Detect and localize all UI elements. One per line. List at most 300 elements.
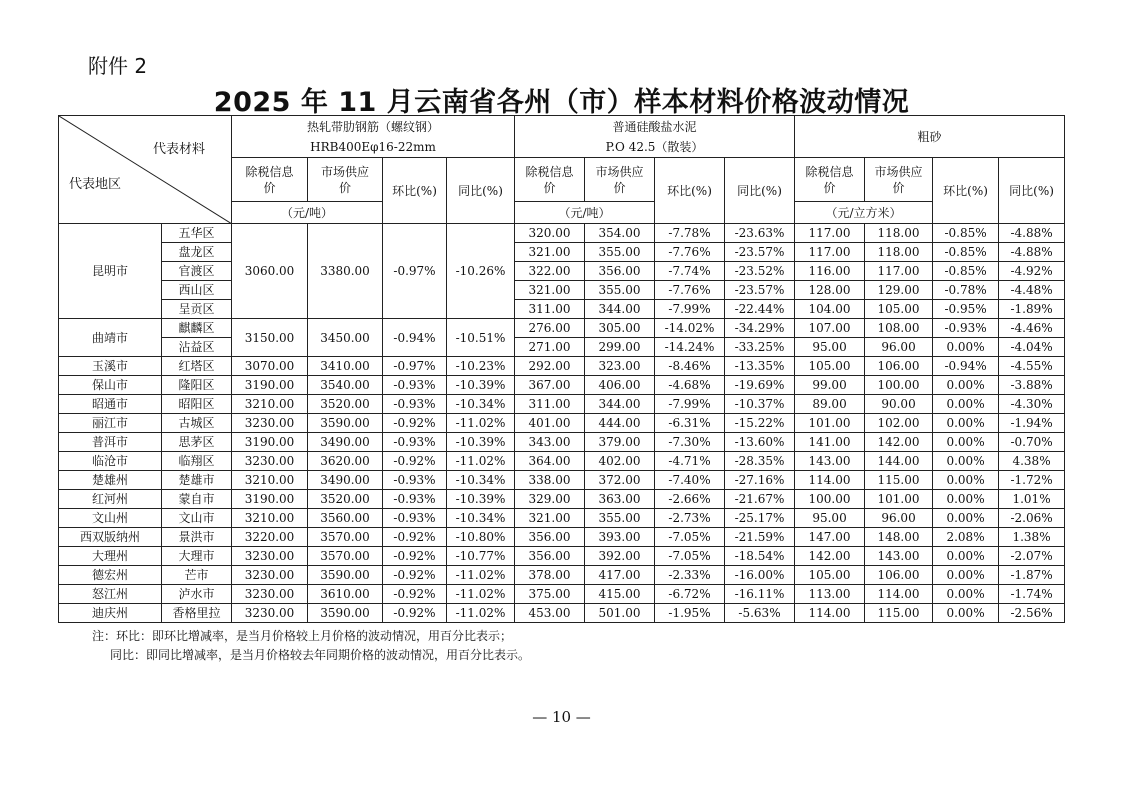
cement-yoy-cell: -10.37% [725,395,795,414]
cement-info-price-header: 除税信息价 [515,158,585,202]
steel-info-price-cell: 3210.00 [232,509,308,528]
steel-market-price-cell: 3380.00 [308,224,383,319]
steel-yoy-cell: -10.34% [447,509,515,528]
steel-yoy-cell: -10.39% [447,433,515,452]
sand-yoy-cell: 4.38% [999,452,1065,471]
city-cell: 大理州 [59,547,162,566]
cement-market-price-cell: 355.00 [585,281,655,300]
steel-market-price-cell: 3590.00 [308,604,383,623]
cement-info-price-cell: 292.00 [515,357,585,376]
steel-mom-cell: -0.93% [383,509,447,528]
cement-mom-header: 环比(%) [655,158,725,224]
cement-yoy-cell: -33.25% [725,338,795,357]
sand-yoy-header: 同比(%) [999,158,1065,224]
cement-mom-cell: -14.02% [655,319,725,338]
cement-market-price-cell: 372.00 [585,471,655,490]
city-cell: 丽江市 [59,414,162,433]
cement-market-price-cell: 363.00 [585,490,655,509]
cement-market-price-cell: 417.00 [585,566,655,585]
table-row [59,490,1065,509]
sand-yoy-cell: -1.74% [999,585,1065,604]
sand-market-price-cell: 108.00 [865,319,933,338]
steel-yoy-cell: -11.02% [447,585,515,604]
cement-market-price-cell: 344.00 [585,300,655,319]
sand-yoy-cell: -4.46% [999,319,1065,338]
district-cell: 楚雄市 [162,471,232,490]
corner-material-label: 代表材料 [152,142,205,157]
steel-info-price-cell: 3190.00 [232,490,308,509]
sand-info-price-cell: 143.00 [795,452,865,471]
cement-market-price-cell: 305.00 [585,319,655,338]
cement-info-price-cell: 322.00 [515,262,585,281]
cement-yoy-cell: -18.54% [725,547,795,566]
sand-market-price-cell: 100.00 [865,376,933,395]
cement-yoy-cell: -13.60% [725,433,795,452]
cement-mom-cell: -4.71% [655,452,725,471]
sand-mom-cell: 0.00% [933,509,999,528]
district-cell: 大理市 [162,547,232,566]
steel-mom-cell: -0.97% [383,357,447,376]
sand-mom-cell: 0.00% [933,414,999,433]
cement-mom-cell: -6.31% [655,414,725,433]
city-cell: 怒江州 [59,585,162,604]
page-number: — 10 — [532,708,591,726]
cement-yoy-cell: -23.57% [725,243,795,262]
district-cell: 文山市 [162,509,232,528]
cement-info-price-cell: 276.00 [515,319,585,338]
sand-yoy-cell: -2.07% [999,547,1065,566]
steel-info-price-cell: 3230.00 [232,566,308,585]
steel-yoy-cell: -10.34% [447,471,515,490]
cement-info-price-cell: 453.00 [515,604,585,623]
district-cell: 呈贡区 [162,300,232,319]
cement-yoy-cell: -21.59% [725,528,795,547]
table-row [59,585,1065,604]
city-cell: 文山州 [59,509,162,528]
steel-mom-cell: -0.97% [383,224,447,319]
steel-yoy-cell: -10.39% [447,376,515,395]
sand-market-price-cell: 148.00 [865,528,933,547]
cement-mom-cell: -7.76% [655,281,725,300]
table-row [59,452,1065,471]
sand-market-price-header: 市场供应价 [865,158,933,202]
cement-info-price-cell: 343.00 [515,433,585,452]
steel-yoy-cell: -11.02% [447,566,515,585]
sand-market-price-cell: 114.00 [865,585,933,604]
district-cell: 沾益区 [162,338,232,357]
steel-market-price-cell: 3520.00 [308,490,383,509]
sand-mom-cell: -0.85% [933,224,999,243]
table-row [59,319,1065,338]
cement-market-price-cell: 392.00 [585,547,655,566]
steel-market-price-cell: 3570.00 [308,547,383,566]
city-cell: 昭通市 [59,395,162,414]
sand-info-price-cell: 147.00 [795,528,865,547]
city-cell: 昆明市 [59,224,162,319]
sand-info-price-cell: 128.00 [795,281,865,300]
city-cell: 曲靖市 [59,319,162,357]
cement-yoy-cell: -27.16% [725,471,795,490]
sand-market-price-cell: 118.00 [865,243,933,262]
cement-mom-cell: -7.05% [655,547,725,566]
cement-name-header: 普通硅酸盐水泥 [515,116,795,138]
steel-info-price-cell: 3070.00 [232,357,308,376]
city-cell: 普洱市 [59,433,162,452]
table-row [59,262,1065,281]
sand-info-price-cell: 95.00 [795,338,865,357]
steel-mom-header: 环比(%) [383,158,447,224]
steel-yoy-cell: -11.02% [447,414,515,433]
steel-info-price-cell: 3210.00 [232,471,308,490]
steel-mom-cell: -0.93% [383,395,447,414]
sand-info-price-header: 除税信息价 [795,158,865,202]
cement-market-price-cell: 415.00 [585,585,655,604]
steel-info-price-cell: 3230.00 [232,547,308,566]
steel-info-price-cell: 3190.00 [232,433,308,452]
sand-info-price-cell: 114.00 [795,471,865,490]
sand-yoy-cell: -4.48% [999,281,1065,300]
sand-market-price-cell: 96.00 [865,509,933,528]
cement-info-price-cell: 321.00 [515,243,585,262]
steel-info-price-cell: 3230.00 [232,585,308,604]
steel-info-price-cell: 3230.00 [232,604,308,623]
sand-market-price-cell: 144.00 [865,452,933,471]
cement-market-price-cell: 354.00 [585,224,655,243]
steel-market-price-cell: 3610.00 [308,585,383,604]
sand-market-price-cell: 142.00 [865,433,933,452]
cement-mom-cell: -1.95% [655,604,725,623]
steel-market-price-cell: 3490.00 [308,433,383,452]
sand-market-price-cell: 105.00 [865,300,933,319]
cement-info-price-cell: 338.00 [515,471,585,490]
steel-info-price-cell: 3230.00 [232,452,308,471]
steel-mom-cell: -0.93% [383,433,447,452]
steel-mom-cell: -0.92% [383,528,447,547]
sand-info-price-cell: 105.00 [795,566,865,585]
sand-yoy-cell: -3.88% [999,376,1065,395]
sand-name-header: 粗砂 [795,116,1065,158]
cement-yoy-cell: -22.44% [725,300,795,319]
city-cell: 德宏州 [59,566,162,585]
city-cell: 红河州 [59,490,162,509]
cement-mom-cell: -7.99% [655,300,725,319]
steel-name-header: 热轧带肋钢筋（螺纹钢） [232,116,515,138]
cement-yoy-cell: -13.35% [725,357,795,376]
sand-mom-cell: 0.00% [933,585,999,604]
cement-mom-cell: -7.78% [655,224,725,243]
cement-info-price-cell: 329.00 [515,490,585,509]
cement-info-price-cell: 271.00 [515,338,585,357]
sand-market-price-cell: 129.00 [865,281,933,300]
cement-mom-cell: -2.66% [655,490,725,509]
sand-yoy-cell: -0.70% [999,433,1065,452]
steel-spec-header: HRB400Eφ16-22mm [232,138,515,158]
steel-market-price-cell: 3570.00 [308,528,383,547]
cement-info-price-cell: 321.00 [515,509,585,528]
district-cell: 五华区 [162,224,232,243]
cement-market-price-cell: 356.00 [585,262,655,281]
table-row [59,604,1065,623]
steel-info-price-cell: 3210.00 [232,395,308,414]
steel-info-price-cell: 3060.00 [232,224,308,319]
district-cell: 红塔区 [162,357,232,376]
cement-info-price-cell: 367.00 [515,376,585,395]
page-title: 2025 年 11 月云南省各州（市）样本材料价格波动情况 [213,87,910,118]
cement-market-price-cell: 501.00 [585,604,655,623]
sand-info-price-cell: 117.00 [795,224,865,243]
cement-yoy-cell: -5.63% [725,604,795,623]
sand-info-price-cell: 113.00 [795,585,865,604]
district-cell: 芒市 [162,566,232,585]
steel-info-price-cell: 3230.00 [232,414,308,433]
steel-market-price-cell: 3520.00 [308,395,383,414]
district-cell: 景洪市 [162,528,232,547]
sand-market-price-cell: 106.00 [865,566,933,585]
cement-yoy-cell: -21.67% [725,490,795,509]
cement-market-price-cell: 299.00 [585,338,655,357]
steel-info-price-cell: 3220.00 [232,528,308,547]
sand-mom-cell: 0.00% [933,433,999,452]
sand-mom-cell: 0.00% [933,338,999,357]
steel-market-price-cell: 3590.00 [308,566,383,585]
steel-mom-cell: -0.92% [383,414,447,433]
steel-market-price-header: 市场供应价 [308,158,383,202]
sand-info-price-cell: 105.00 [795,357,865,376]
sand-info-price-cell: 99.00 [795,376,865,395]
table-row [59,376,1065,395]
sand-yoy-cell: -4.55% [999,357,1065,376]
cement-market-price-cell: 444.00 [585,414,655,433]
sand-yoy-cell: -4.30% [999,395,1065,414]
cement-yoy-cell: -19.69% [725,376,795,395]
cement-market-price-cell: 402.00 [585,452,655,471]
district-cell: 官渡区 [162,262,232,281]
cement-spec-header: P.O 42.5（散装） [515,138,795,158]
steel-mom-cell: -0.93% [383,471,447,490]
steel-market-price-cell: 3490.00 [308,471,383,490]
cement-yoy-cell: -16.00% [725,566,795,585]
sand-info-price-cell: 142.00 [795,547,865,566]
sand-market-price-cell: 96.00 [865,338,933,357]
sand-info-price-cell: 114.00 [795,604,865,623]
steel-yoy-cell: -10.34% [447,395,515,414]
sand-market-price-cell: 102.00 [865,414,933,433]
sand-yoy-cell: -4.92% [999,262,1065,281]
cement-info-price-cell: 321.00 [515,281,585,300]
steel-info-price-header: 除税信息价 [232,158,308,202]
cement-yoy-cell: -23.57% [725,281,795,300]
steel-info-price-cell: 3190.00 [232,376,308,395]
sand-market-price-cell: 115.00 [865,604,933,623]
sand-market-price-cell: 117.00 [865,262,933,281]
cement-info-price-cell: 311.00 [515,300,585,319]
cement-yoy-cell: -23.63% [725,224,795,243]
cement-info-price-cell: 364.00 [515,452,585,471]
steel-yoy-cell: -10.80% [447,528,515,547]
district-cell: 昭阳区 [162,395,232,414]
sand-info-price-cell: 100.00 [795,490,865,509]
sand-yoy-cell: 1.01% [999,490,1065,509]
sand-market-price-cell: 101.00 [865,490,933,509]
steel-yoy-cell: -11.02% [447,604,515,623]
cement-yoy-cell: -15.22% [725,414,795,433]
steel-yoy-cell: -10.23% [447,357,515,376]
sand-info-price-cell: 89.00 [795,395,865,414]
sand-yoy-cell: -4.88% [999,224,1065,243]
table-row [59,281,1065,300]
cement-mom-cell: -7.74% [655,262,725,281]
sand-yoy-cell: -2.06% [999,509,1065,528]
sand-info-price-cell: 107.00 [795,319,865,338]
steel-market-price-cell: 3620.00 [308,452,383,471]
table-row [59,528,1065,547]
cement-info-price-cell: 378.00 [515,566,585,585]
sand-yoy-cell: -4.88% [999,243,1065,262]
cement-yoy-cell: -28.35% [725,452,795,471]
sand-info-price-cell: 101.00 [795,414,865,433]
city-cell: 楚雄州 [59,471,162,490]
cement-yoy-header: 同比(%) [725,158,795,224]
table-row [59,338,1065,357]
table-row [59,547,1065,566]
district-cell: 思茅区 [162,433,232,452]
steel-yoy-cell: -10.51% [447,319,515,357]
header-corner-cell [59,116,232,224]
steel-market-price-cell: 3590.00 [308,414,383,433]
sand-mom-cell: 0.00% [933,471,999,490]
sand-info-price-cell: 116.00 [795,262,865,281]
city-cell: 玉溪市 [59,357,162,376]
cement-mom-cell: -7.40% [655,471,725,490]
steel-market-price-cell: 3540.00 [308,376,383,395]
sand-market-price-cell: 118.00 [865,224,933,243]
sand-mom-cell: 2.08% [933,528,999,547]
cement-mom-cell: -6.72% [655,585,725,604]
district-cell: 古城区 [162,414,232,433]
table-row [59,509,1065,528]
steel-mom-cell: -0.92% [383,566,447,585]
cement-info-price-cell: 356.00 [515,528,585,547]
sand-yoy-cell: -1.87% [999,566,1065,585]
cement-mom-cell: -7.99% [655,395,725,414]
sand-market-price-cell: 143.00 [865,547,933,566]
steel-yoy-cell: -10.39% [447,490,515,509]
sand-unit-header: （元/立方米） [795,202,933,224]
district-cell: 蒙自市 [162,490,232,509]
cement-info-price-cell: 401.00 [515,414,585,433]
district-cell: 泸水市 [162,585,232,604]
cement-info-price-cell: 375.00 [515,585,585,604]
cement-market-price-cell: 406.00 [585,376,655,395]
sand-yoy-cell: -1.94% [999,414,1065,433]
cement-yoy-cell: -34.29% [725,319,795,338]
sand-mom-cell: -0.94% [933,357,999,376]
steel-yoy-cell: -10.77% [447,547,515,566]
sand-mom-cell: -0.85% [933,243,999,262]
table-row [59,395,1065,414]
cement-market-price-cell: 393.00 [585,528,655,547]
cement-mom-cell: -7.76% [655,243,725,262]
sand-mom-cell: 0.00% [933,452,999,471]
table-row [59,357,1065,376]
cement-yoy-cell: -25.17% [725,509,795,528]
cement-mom-cell: -7.05% [655,528,725,547]
cement-yoy-cell: -16.11% [725,585,795,604]
cement-market-price-header: 市场供应价 [585,158,655,202]
cement-info-price-cell: 311.00 [515,395,585,414]
steel-market-price-cell: 3410.00 [308,357,383,376]
district-cell: 香格里拉 [162,604,232,623]
note-mom: 注：环比：即环比增减率，是当月价格较上月价格的波动情况，用百分比表示； [92,629,513,643]
table-row [59,471,1065,490]
sand-mom-cell: -0.78% [933,281,999,300]
sand-info-price-cell: 117.00 [795,243,865,262]
cement-info-price-cell: 356.00 [515,547,585,566]
sand-yoy-cell: -1.72% [999,471,1065,490]
sand-info-price-cell: 104.00 [795,300,865,319]
steel-mom-cell: -0.92% [383,604,447,623]
cement-unit-header: （元/吨） [515,202,655,224]
sand-mom-cell: -0.95% [933,300,999,319]
price-table [58,115,1065,623]
corner-region-label: 代表地区 [69,177,122,192]
sand-market-price-cell: 90.00 [865,395,933,414]
sand-info-price-cell: 95.00 [795,509,865,528]
steel-market-price-cell: 3560.00 [308,509,383,528]
sand-mom-cell: 0.00% [933,490,999,509]
cement-mom-cell: -8.46% [655,357,725,376]
steel-unit-header: （元/吨） [232,202,383,224]
sand-yoy-cell: -2.56% [999,604,1065,623]
sand-yoy-cell: -1.89% [999,300,1065,319]
steel-info-price-cell: 3150.00 [232,319,308,357]
attachment-label: 附件 2 [88,54,148,78]
table-row [59,566,1065,585]
cement-mom-cell: -2.33% [655,566,725,585]
cement-market-price-cell: 323.00 [585,357,655,376]
cement-market-price-cell: 355.00 [585,243,655,262]
cement-yoy-cell: -23.52% [725,262,795,281]
table-row [59,414,1065,433]
city-cell: 临沧市 [59,452,162,471]
cement-mom-cell: -4.68% [655,376,725,395]
steel-mom-cell: -0.93% [383,376,447,395]
sand-yoy-cell: 1.38% [999,528,1065,547]
table-row [59,243,1065,262]
cement-mom-cell: -7.30% [655,433,725,452]
steel-yoy-cell: -11.02% [447,452,515,471]
sand-mom-cell: 0.00% [933,395,999,414]
sand-mom-cell: -0.85% [933,262,999,281]
sand-mom-cell: -0.93% [933,319,999,338]
sand-market-price-cell: 106.00 [865,357,933,376]
sand-yoy-cell: -4.04% [999,338,1065,357]
cement-market-price-cell: 344.00 [585,395,655,414]
sand-market-price-cell: 115.00 [865,471,933,490]
steel-mom-cell: -0.92% [383,547,447,566]
corner-diagonal [59,116,232,224]
steel-yoy-cell: -10.26% [447,224,515,319]
city-cell: 西双版纳州 [59,528,162,547]
sand-info-price-cell: 141.00 [795,433,865,452]
sand-mom-cell: 0.00% [933,566,999,585]
steel-mom-cell: -0.93% [383,490,447,509]
cement-info-price-cell: 320.00 [515,224,585,243]
district-cell: 西山区 [162,281,232,300]
steel-mom-cell: -0.92% [383,452,447,471]
cement-mom-cell: -14.24% [655,338,725,357]
steel-mom-cell: -0.94% [383,319,447,357]
